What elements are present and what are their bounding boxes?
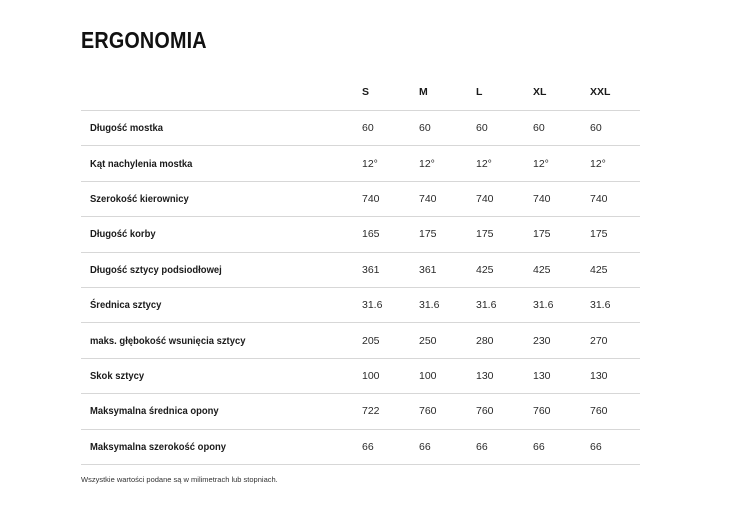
table-cell: 425 [474, 252, 531, 287]
table-cell: 230 [531, 323, 588, 358]
table-cell: 425 [588, 252, 640, 287]
table-cell: 66 [531, 429, 588, 464]
table-cell: 740 [588, 181, 640, 216]
row-label-text: Maksymalna średnica opony [90, 405, 219, 418]
table-cell: 722 [360, 394, 417, 429]
row-label [81, 394, 360, 429]
table-cell: 250 [417, 323, 474, 358]
table-cell: 425 [531, 252, 588, 287]
table-row [81, 358, 640, 393]
table-cell: 361 [360, 252, 417, 287]
table-cell: 12° [417, 146, 474, 181]
table-cell: 60 [588, 111, 640, 146]
table-cell: 100 [417, 358, 474, 393]
row-label-text: Kąt nachylenia mostka [90, 157, 193, 170]
row-label-text: Długość korby [90, 228, 156, 241]
table-cell: 100 [360, 358, 417, 393]
table-row [81, 217, 640, 252]
size-header-m: M [417, 74, 474, 111]
row-label [81, 146, 360, 181]
table-row [81, 146, 640, 181]
table-cell: 31.6 [531, 287, 588, 322]
table-cell: 60 [531, 111, 588, 146]
table-cell: 66 [474, 429, 531, 464]
table-cell: 760 [531, 394, 588, 429]
table-cell: 12° [474, 146, 531, 181]
table-cell: 740 [474, 181, 531, 216]
table-cell: 60 [417, 111, 474, 146]
table-cell: 270 [588, 323, 640, 358]
row-label [81, 358, 360, 393]
table-cell: 12° [360, 146, 417, 181]
table-cell: 31.6 [588, 287, 640, 322]
units-footnote: Wszystkie wartości podane są w milimetrach lub stopniach. [81, 475, 278, 484]
table-cell: 130 [588, 358, 640, 393]
table-cell: 740 [417, 181, 474, 216]
table-cell: 130 [531, 358, 588, 393]
table-cell: 175 [474, 217, 531, 252]
table-cell: 66 [360, 429, 417, 464]
size-header-xxl: XXL [588, 74, 640, 111]
row-label-text: Maksymalna szerokość opony [90, 440, 227, 453]
table-cell: 760 [474, 394, 531, 429]
table-cell: 175 [588, 217, 640, 252]
row-label [81, 287, 360, 322]
size-header-s: S [360, 74, 417, 111]
table-cell: 175 [417, 217, 474, 252]
table-cell: 361 [417, 252, 474, 287]
corner-header [81, 74, 360, 111]
table-row [81, 287, 640, 322]
table-cell: 31.6 [417, 287, 474, 322]
row-label [81, 429, 360, 464]
table-row [81, 323, 640, 358]
page-title: ERGONOMIA [81, 27, 207, 53]
row-label-text: Długość sztycy podsiodłowej [90, 263, 222, 276]
table-cell: 66 [417, 429, 474, 464]
table-cell: 130 [474, 358, 531, 393]
row-label-text: Średnica sztycy [90, 299, 162, 312]
table-cell: 60 [360, 111, 417, 146]
row-label-text: Długość mostka [90, 122, 163, 135]
row-label [81, 217, 360, 252]
table-cell: 760 [417, 394, 474, 429]
table-cell: 31.6 [474, 287, 531, 322]
row-label [81, 323, 360, 358]
table-row [81, 111, 640, 146]
table-header-row [81, 74, 640, 111]
table-cell: 60 [474, 111, 531, 146]
row-label [81, 181, 360, 216]
ergonomics-table [81, 74, 640, 465]
table-cell: 66 [588, 429, 640, 464]
table-cell: 165 [360, 217, 417, 252]
size-header-xl: XL [531, 74, 588, 111]
table-cell: 205 [360, 323, 417, 358]
table-row [81, 252, 640, 287]
row-label [81, 111, 360, 146]
table-cell: 12° [588, 146, 640, 181]
row-label-text: maks. głębokość wsunięcia sztycy [90, 334, 246, 347]
row-label-text: Szerokość kierownicy [90, 192, 189, 205]
table-cell: 31.6 [360, 287, 417, 322]
table-cell: 280 [474, 323, 531, 358]
table-row [81, 429, 640, 464]
table-cell: 760 [588, 394, 640, 429]
row-label-text: Skok sztycy [90, 369, 145, 382]
table-row [81, 181, 640, 216]
table-cell: 12° [531, 146, 588, 181]
size-header-l: L [474, 74, 531, 111]
table-cell: 175 [531, 217, 588, 252]
table-cell: 740 [531, 181, 588, 216]
row-label [81, 252, 360, 287]
table-row [81, 394, 640, 429]
table-cell: 740 [360, 181, 417, 216]
